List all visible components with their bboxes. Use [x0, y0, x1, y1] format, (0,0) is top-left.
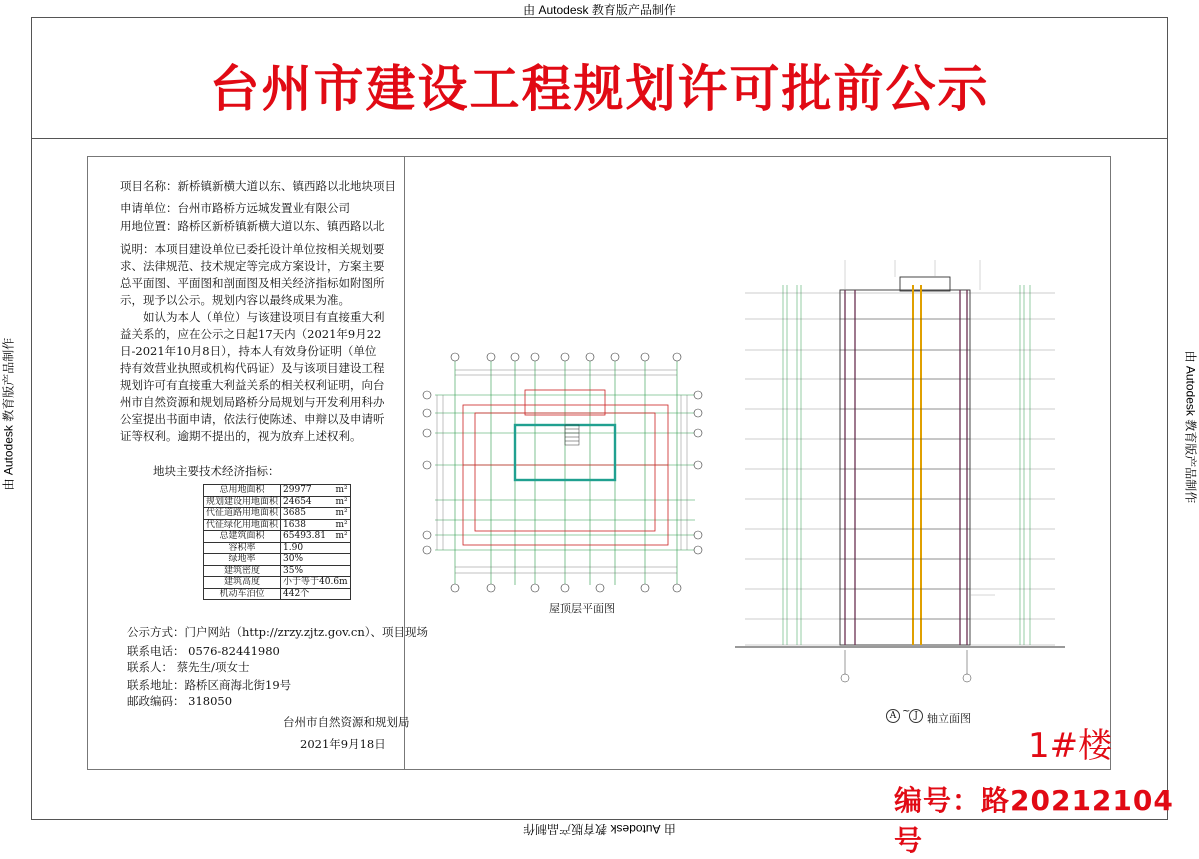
axis-a-marker: A	[886, 709, 900, 723]
indicator-label: 规划建设用地面积	[204, 496, 281, 508]
indicator-value-text: 29977	[283, 485, 312, 495]
description	[120, 241, 386, 445]
indicators-table	[203, 484, 351, 600]
indicator-value-text: 1638	[283, 520, 306, 530]
indicator-value-text: 3685	[283, 508, 306, 518]
indicator-value	[281, 531, 351, 543]
contact-person: 联系人： 蔡先生/项女士	[127, 659, 250, 676]
contact-date: 2021年9月18日	[300, 736, 386, 753]
contact-method: 公示方式：门户网站（http://zrzy.zjtz.gov.cn）、项目现场	[127, 624, 428, 641]
indicator-value	[281, 519, 351, 531]
indicator-row	[204, 565, 351, 577]
indicator-label: 机动车泊位	[204, 588, 281, 600]
axis-separator: ~	[902, 706, 910, 717]
indicator-label: 绿地率	[204, 554, 281, 566]
indicators-heading: 地块主要技术经济指标：	[153, 463, 280, 480]
project-name: 项目名称：新桥镇新横大道以东、镇西路以北地块项目	[120, 178, 396, 195]
indicator-value	[281, 496, 351, 508]
indicator-value	[281, 588, 351, 600]
indicator-value	[281, 565, 351, 577]
indicator-value-text: 24654	[283, 497, 312, 507]
indicator-label: 代征道路用地面积	[204, 508, 281, 520]
indicator-unit: m²	[335, 520, 347, 531]
project-applicant: 申请单位：台州市路桥方远城发置业有限公司	[120, 200, 350, 217]
indicator-unit: m²	[335, 485, 347, 496]
contact-postcode: 邮政编码： 318050	[127, 693, 232, 710]
indicator-row	[204, 508, 351, 520]
indicator-unit: m²	[335, 497, 347, 508]
indicator-label: 总用地面积	[204, 485, 281, 497]
indicator-value-text: 小于等于40.6m	[283, 577, 348, 587]
title-row	[31, 17, 1168, 139]
indicator-value	[281, 485, 351, 497]
indicator-row	[204, 554, 351, 566]
watermark-left: 由 Autodesk 教育版产品制作	[0, 351, 17, 491]
elevation-drawing	[735, 255, 1065, 685]
contact-org: 台州市自然资源和规划局	[283, 714, 410, 731]
page-title: 台州市建设工程规划许可批前公示	[31, 49, 1168, 121]
indicator-unit: m²	[335, 531, 347, 542]
elevation-caption: 轴立面图	[927, 710, 971, 726]
description-p2: 如认为本人（单位）与该建设项目有直接重大利益关系的，应在公示之日起17天内（2021年9月22日-2021年10月8日），持本人有效身份证明（单位持有效营业执照或机构代码证）及与该项目建设工程规划许可有直接重大利益关系的相关权利证明，向台州市自然资源和规划局路桥分局规划与开发利用科办公室提出书面申请，依法行使陈述、申辩以及申请听证等权利。逾期不提出的，视为放弃上述权利。	[120, 309, 386, 445]
indicator-row	[204, 531, 351, 543]
watermark-right: 由 Autodesk 教育版产品制作	[1183, 351, 1199, 491]
permit-number: 编号：路20212104号	[894, 779, 1199, 859]
project-location: 用地位置：路桥区新桥镇新横大道以东、镇西路以北	[120, 218, 385, 235]
indicator-row	[204, 485, 351, 497]
watermark-bottom: 由 Autodesk 教育版产品制作	[0, 821, 1199, 838]
indicator-value-text: 30%	[283, 554, 303, 564]
indicator-value-text: 442个	[283, 589, 309, 599]
building-number: 1#楼	[1028, 718, 1112, 767]
indicator-value	[281, 508, 351, 520]
indicator-label: 总建筑面积	[204, 531, 281, 543]
indicator-value-text: 65493.81	[283, 531, 326, 541]
indicator-value-text: 1.90	[283, 543, 303, 553]
indicator-value	[281, 554, 351, 566]
indicator-value	[281, 542, 351, 554]
indicator-row	[204, 577, 351, 589]
indicator-label: 容积率	[204, 542, 281, 554]
roof-plan-caption: 屋顶层平面图	[549, 600, 615, 616]
indicator-value-text: 35%	[283, 566, 303, 576]
indicator-row	[204, 588, 351, 600]
indicator-row	[204, 519, 351, 531]
roof-plan-drawing	[415, 345, 705, 600]
indicator-unit: m²	[335, 508, 347, 519]
contact-phone: 联系电话： 0576-82441980	[127, 643, 280, 660]
indicator-label: 建筑高度	[204, 577, 281, 589]
indicator-row	[204, 542, 351, 554]
contact-address: 联系地址：路桥区商海北街19号	[127, 677, 291, 694]
indicator-row	[204, 496, 351, 508]
indicator-value	[281, 577, 351, 589]
axis-j-marker: J	[909, 709, 923, 723]
watermark-top: 由 Autodesk 教育版产品制作	[0, 1, 1199, 18]
board-divider	[404, 156, 405, 770]
indicator-label: 代征绿化用地面积	[204, 519, 281, 531]
description-p1: 说明：本项目建设单位已委托设计单位按相关规划要求、法律规范、技术规定等完成方案设计，方案主要总平面图、平面图和剖面图及相关经济指标如附图所示，现予以公示。规划内容以最终成果为准。	[120, 241, 386, 309]
indicator-label: 建筑密度	[204, 565, 281, 577]
